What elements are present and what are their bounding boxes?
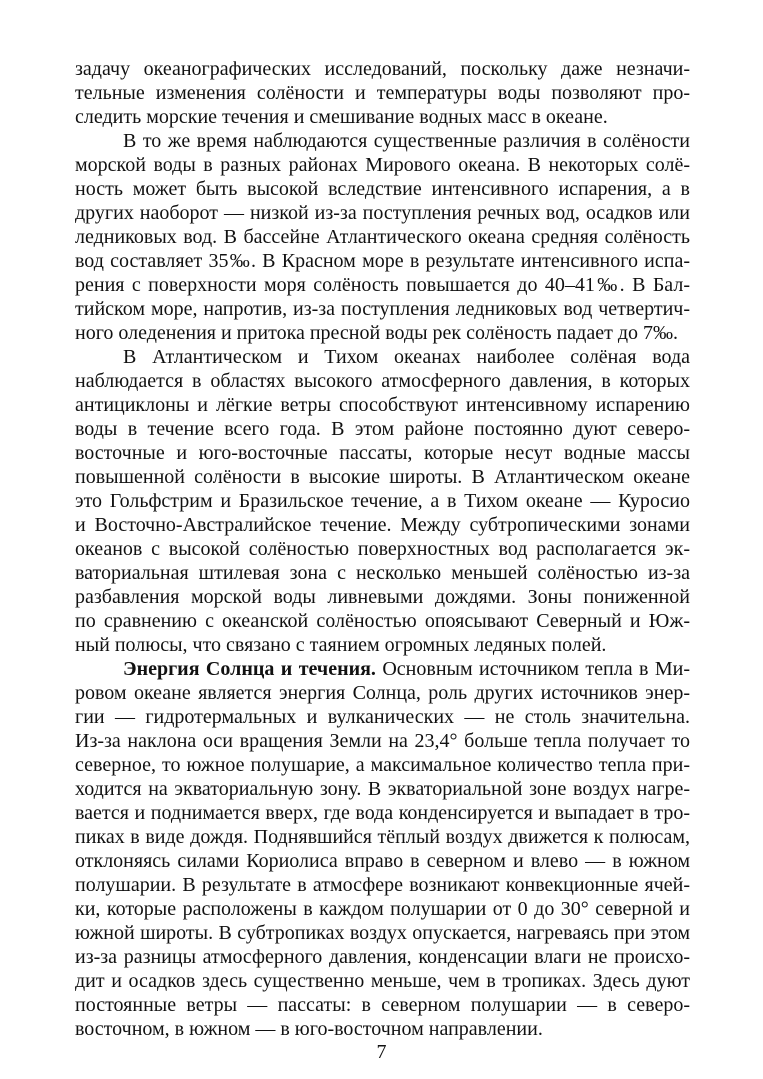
text-line: океанов с высокой солёностью поверхностных вод располагается эк- xyxy=(75,538,690,560)
text-line: рения с поверхности моря солёность повышается до 40–41‰. В Бал- xyxy=(75,274,690,296)
text-line: по сравнению с океанской солёностью опоясывают Северный и Юж- xyxy=(75,610,690,632)
text-line: ного оледенения и притока пресной воды рек солёность падает до 7‰. xyxy=(75,322,678,344)
text-line: ки, которые расположены в каждом полушарии от 0 до 30° северной и xyxy=(75,898,690,920)
text-line: Из-за наклона оси вращения Земли на 23,4° больше тепла получает то xyxy=(75,730,690,752)
text-line: гии — гидротермальных и вулканических — не столь значительна. xyxy=(75,706,690,728)
text-line: ходится на экваториальную зону. В экваториальной зоне воздух нагре- xyxy=(75,778,690,800)
text-line: антициклоны и лёгкие ветры способствуют интенсивному испарению xyxy=(75,394,690,416)
text-line: ный полюсы, что связано с таянием огромных ледяных полей. xyxy=(75,634,607,656)
text-line: южной широты. В субтропиках воздух опускается, нагреваясь при этом xyxy=(75,922,690,944)
text-line: ледниковых вод. В бассейне Атлантического океана средняя солёность xyxy=(75,226,690,248)
paragraph-first-line: В Атлантическом и Тихом океанах наиболее солёная вода xyxy=(123,346,690,368)
text-line: разбавления морской воды ливневыми дождями. Зоны пониженной xyxy=(75,586,690,608)
text-line: задачу океанографических исследований, поскольку даже незначи- xyxy=(75,58,690,80)
text-line: полушарии. В результате в атмосфере возникают конвекционные ячей- xyxy=(75,874,690,896)
text-line: вается и поднимается вверх, где вода конденсируется и выпадает в тро- xyxy=(75,802,690,824)
text-line: других наоборот — низкой из-за поступления речных вод, осадков или xyxy=(75,202,690,224)
text-line: тельные изменения солёности и температуры воды позволяют про- xyxy=(75,82,690,104)
text-line: северное, то южное полушарие, а максимальное количество тепла при- xyxy=(75,754,690,776)
text-line: постоянные ветры — пассаты: в северном полушарии — в северо- xyxy=(75,994,690,1016)
section-heading: Энергия Солнца и течения. xyxy=(123,658,376,680)
text-line: следить морские течения и смешивание водных масс в океане. xyxy=(75,106,608,128)
text-line: наблюдается в областях высокого атмосферного давления, в которых xyxy=(75,370,690,392)
text-line: воды в течение всего года. В этом районе постоянно дуют северо- xyxy=(75,418,690,440)
text-line: дит и осадков здесь существенно меньше, чем в тропиках. Здесь дуют xyxy=(75,970,690,992)
text-line: ность может быть высокой вследствие интенсивного испарения, а в xyxy=(75,178,690,200)
text-line: из-за разницы атмосферного давления, конденсации влаги не происхо- xyxy=(75,946,690,968)
text-line: пиках в виде дождя. Поднявшийся тёплый воздух движется к полюсам, xyxy=(75,826,690,848)
section-heading-line xyxy=(123,657,690,681)
text-line: тийском море, напротив, из-за поступления ледниковых вод четвертич- xyxy=(75,298,690,320)
paragraph-first-line: В то же время наблюдаются существенные различия в солёности xyxy=(123,130,690,152)
text-line: восточном, в южном — в юго-восточном направлении. xyxy=(75,1018,543,1040)
page-number: 7 xyxy=(376,1041,387,1063)
text-line: морской воды в разных районах Мирового океана. В некоторых солё- xyxy=(75,154,690,176)
text-line: и Восточно-Австралийское течение. Между субтропическими зонами xyxy=(75,514,690,536)
text-line: ваториальная штилевая зона с несколько меньшей солёностью из-за xyxy=(75,562,690,584)
text-line: ровом океане является энергия Солнца, роль других источников энер- xyxy=(75,682,690,704)
text-line: восточные и юго-восточные пассаты, которые несут водные массы xyxy=(75,442,690,464)
text-line: Основным источником тепла в Ми- xyxy=(382,658,691,680)
text-line: повышенной солёности в высокие широты. В Атлантическом океане xyxy=(75,466,690,488)
text-line: отклоняясь силами Кориолиса вправо в северном и влево — в южном xyxy=(75,850,690,872)
text-line: это Гольфстрим и Бразильское течение, а в Тихом океане — Куросио xyxy=(75,490,690,512)
text-line: вод составляет 35‰. В Красном море в результате интенсивного испа- xyxy=(75,250,690,272)
